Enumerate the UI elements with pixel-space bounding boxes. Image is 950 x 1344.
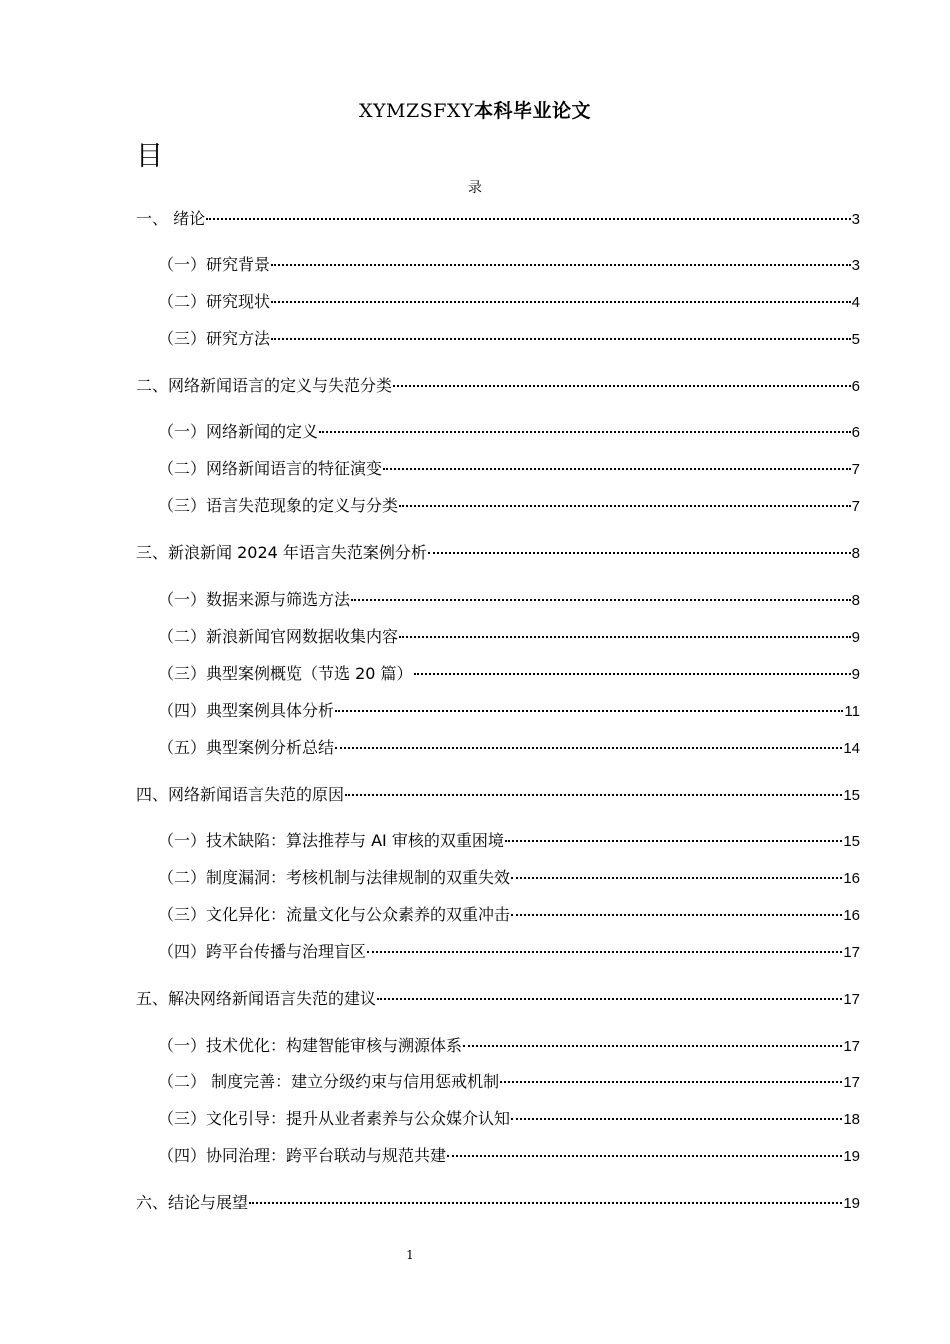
toc-entry-page: 6: [851, 378, 860, 395]
toc-entry-page: 17: [843, 1038, 860, 1055]
toc-entry-page: 19: [843, 1195, 860, 1212]
toc-entry-label: （四）跨平台传播与治理盲区: [158, 942, 367, 961]
leader-dots: [505, 840, 842, 842]
leader-dots: [249, 1202, 842, 1204]
toc-entry-page: 14: [843, 740, 860, 757]
page-number: 1: [406, 1248, 414, 1262]
leader-dots: [399, 636, 851, 638]
toc-entry-page: 8: [851, 592, 860, 609]
leader-dots: [463, 1045, 842, 1047]
toc-entry-level1[interactable]: [136, 784, 860, 807]
toc-entry-level2[interactable]: [158, 1071, 860, 1094]
toc-entry-page: 17: [843, 944, 860, 961]
toc-entry-level1[interactable]: [136, 208, 860, 231]
toc-entry-level2[interactable]: [158, 495, 860, 518]
toc-entry-level2[interactable]: [158, 1145, 860, 1168]
toc-entry-label: 四、网络新闻语言失范的原因: [136, 785, 345, 804]
toc-heading-second-char: 录: [468, 180, 482, 196]
leader-dots: [393, 385, 851, 387]
toc-entry-level2[interactable]: [158, 737, 860, 760]
toc-entry-page: 16: [843, 870, 860, 887]
leader-dots: [414, 673, 851, 675]
toc-entry-label: （二）新浪新闻官网数据收集内容: [158, 627, 399, 646]
toc-entry-level2[interactable]: [158, 458, 860, 481]
toc-entry-level2[interactable]: [158, 663, 860, 686]
toc-entry-label: （一）技术优化：构建智能审核与溯源体系: [158, 1036, 463, 1055]
toc-entry-level2[interactable]: [158, 904, 860, 927]
leader-dots: [271, 338, 851, 340]
toc-entry-page: 5: [851, 331, 860, 348]
toc-heading-first-char: 目: [136, 141, 163, 172]
toc-entry-page: 3: [851, 211, 860, 228]
toc-entry-label: 六、结论与展望: [136, 1193, 249, 1212]
leader-dots: [447, 1155, 842, 1157]
toc-entry-page: 15: [843, 833, 860, 850]
toc-entry-level2[interactable]: [158, 700, 860, 723]
toc-entry-label: （一）数据来源与筛选方法: [158, 590, 351, 609]
toc-entry-page: 7: [851, 498, 860, 515]
leader-dots: [345, 794, 842, 796]
toc-entry-page: 4: [851, 294, 860, 311]
toc-entry-level2[interactable]: [158, 254, 860, 277]
toc-entry-page: 8: [851, 545, 860, 562]
leader-dots: [319, 431, 851, 433]
leader-dots: [511, 877, 842, 879]
toc-entry-label: （一）网络新闻的定义: [158, 422, 319, 441]
toc-entry-label: （三）文化引导：提升从业者素养与公众媒介认知: [158, 1109, 511, 1128]
toc-entry-label: （四）协同治理：跨平台联动与规范共建: [158, 1146, 447, 1165]
toc-entry-page: 6: [851, 424, 860, 441]
toc-entry-page: 9: [851, 629, 860, 646]
toc-entry-page: 3: [851, 257, 860, 274]
toc-entry-label: （二）制度漏洞：考核机制与法律规制的双重失效: [158, 868, 511, 887]
toc-entry-page: 15: [843, 787, 860, 804]
toc-entry-label: （二）网络新闻语言的特征演变: [158, 459, 383, 478]
leader-dots: [351, 599, 851, 601]
toc-entry-label: （一）技术缺陷：算法推荐与 AI 审核的双重困境: [158, 831, 504, 850]
toc-entry-level2[interactable]: [158, 1108, 860, 1131]
leader-dots: [271, 301, 851, 303]
toc-entry-level2[interactable]: [158, 867, 860, 890]
page-header: [0, 96, 950, 123]
toc-entry-label: （三）文化异化：流量文化与公众素养的双重冲击: [158, 905, 511, 924]
leader-dots: [383, 468, 851, 470]
toc-entry-level2[interactable]: [158, 1035, 860, 1058]
toc-entry-page: 16: [843, 907, 860, 924]
leader-dots: [367, 951, 842, 953]
toc-entry-level2[interactable]: [158, 589, 860, 612]
leader-dots: [335, 747, 842, 749]
leader-dots: [377, 998, 842, 1000]
toc-entry-level2[interactable]: [158, 830, 860, 853]
leader-dots: [271, 264, 851, 266]
toc-entry-label: （三）语言失范现象的定义与分类: [158, 496, 399, 515]
toc-entry-level2[interactable]: [158, 421, 860, 444]
toc-entry-label: （三）典型案例概览（节选 20 篇）: [158, 664, 413, 683]
toc-entry-page: 18: [843, 1111, 860, 1128]
toc-entry-page: 17: [843, 1074, 860, 1091]
leader-dots: [399, 505, 851, 507]
toc-entry-level1[interactable]: [136, 542, 860, 565]
toc-entry-page: 17: [843, 991, 860, 1008]
header-prefix: XYMZSFXY: [358, 100, 474, 122]
toc-entry-level1[interactable]: [136, 1192, 860, 1215]
toc-entry-label: （一）研究背景: [158, 255, 271, 274]
toc-entry-level1[interactable]: [136, 988, 860, 1011]
toc-entry-label: （三）研究方法: [158, 329, 271, 348]
toc-entry-label: 一、 绪论: [136, 209, 206, 228]
toc-entry-label: 五、解决网络新闻语言失范的建议: [136, 989, 377, 1008]
leader-dots: [335, 710, 843, 712]
leader-dots: [428, 552, 851, 554]
leader-dots: [206, 218, 851, 220]
header-title: 本科毕业论文: [473, 100, 591, 122]
toc-entry-level2[interactable]: [158, 291, 860, 314]
toc-entry-level2[interactable]: [158, 941, 860, 964]
toc-entry-label: （二） 制度完善：建立分级约束与信用惩戒机制: [158, 1072, 500, 1091]
leader-dots: [511, 914, 842, 916]
toc-entry-level1[interactable]: [136, 375, 860, 398]
toc-entry-page: 11: [844, 703, 860, 720]
leader-dots: [500, 1081, 842, 1083]
toc-entry-page: 9: [851, 666, 860, 683]
toc-entry-label: （二）研究现状: [158, 292, 271, 311]
toc-entry-label: （四）典型案例具体分析: [158, 701, 335, 720]
toc-entry-label: 三、新浪新闻 2024 年语言失范案例分析: [136, 543, 427, 562]
toc-entry-page: 19: [843, 1148, 860, 1165]
toc-entry-page: 7: [851, 461, 860, 478]
toc-entry-label: 二、网络新闻语言的定义与失范分类: [136, 376, 393, 395]
toc-entry-label: （五）典型案例分析总结: [158, 738, 335, 757]
toc-entry-level2[interactable]: [158, 328, 860, 351]
leader-dots: [511, 1118, 842, 1120]
toc-entry-level2[interactable]: [158, 626, 860, 649]
